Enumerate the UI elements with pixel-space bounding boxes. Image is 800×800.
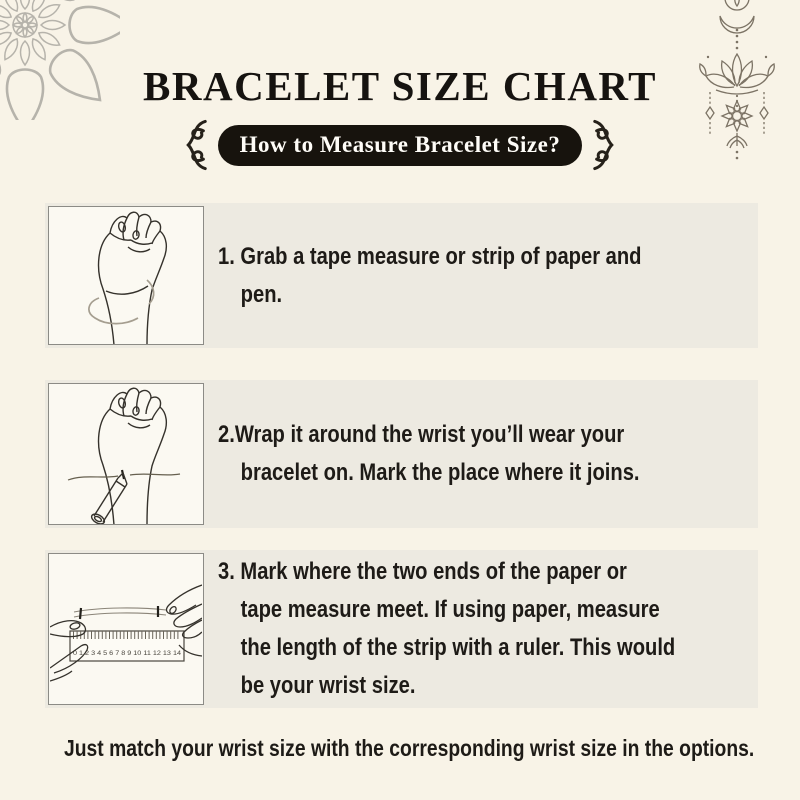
step-2-text bbox=[218, 416, 640, 492]
step-1-line-2: pen. bbox=[240, 280, 283, 308]
step-3-line-4: be your wrist size. bbox=[240, 672, 416, 699]
step-3-line-2: tape measure meet. If using paper, measure bbox=[240, 596, 660, 623]
badge-row bbox=[0, 118, 800, 172]
step-3-line-3: the length of the strip with a ruler. This would bbox=[240, 634, 676, 661]
ruler-numbers: 0 1 2 3 4 5 6 7 8 9 10 11 12 13 14 bbox=[73, 650, 182, 657]
step-1-line-1: 1. Grab a tape measure or strip of paper and bbox=[218, 242, 642, 270]
page-title: BRACELET SIZE CHART bbox=[143, 63, 657, 109]
flourish-right-icon bbox=[591, 118, 623, 172]
step-1-illustration-box bbox=[48, 206, 204, 345]
step-1-text bbox=[218, 238, 641, 314]
step-3-line-1: 3. Mark where the two ends of the paper or bbox=[218, 558, 627, 585]
hand-with-bracelet-icon bbox=[50, 207, 202, 345]
hands-with-ruler-icon bbox=[50, 555, 202, 703]
step-row-3 bbox=[45, 550, 758, 708]
step-row-1 bbox=[45, 203, 758, 348]
hand-with-pen-icon bbox=[50, 383, 202, 525]
flourish-left-icon bbox=[177, 118, 209, 172]
badge-how-to-measure: How to Measure Bracelet Size? bbox=[218, 125, 583, 166]
step-2-line-1: 2.Wrap it around the wrist you’ll wear your bbox=[218, 421, 625, 448]
step-2-line-2: bracelet on. Mark the place where it joins. bbox=[240, 459, 640, 486]
step-3-illustration-box bbox=[48, 553, 204, 705]
step-2-illustration-box bbox=[48, 383, 204, 525]
footer-note: Just match your wrist size with the corresponding wrist size in the options. bbox=[64, 735, 755, 761]
step-3-text bbox=[218, 553, 675, 705]
step-row-2 bbox=[45, 380, 758, 528]
